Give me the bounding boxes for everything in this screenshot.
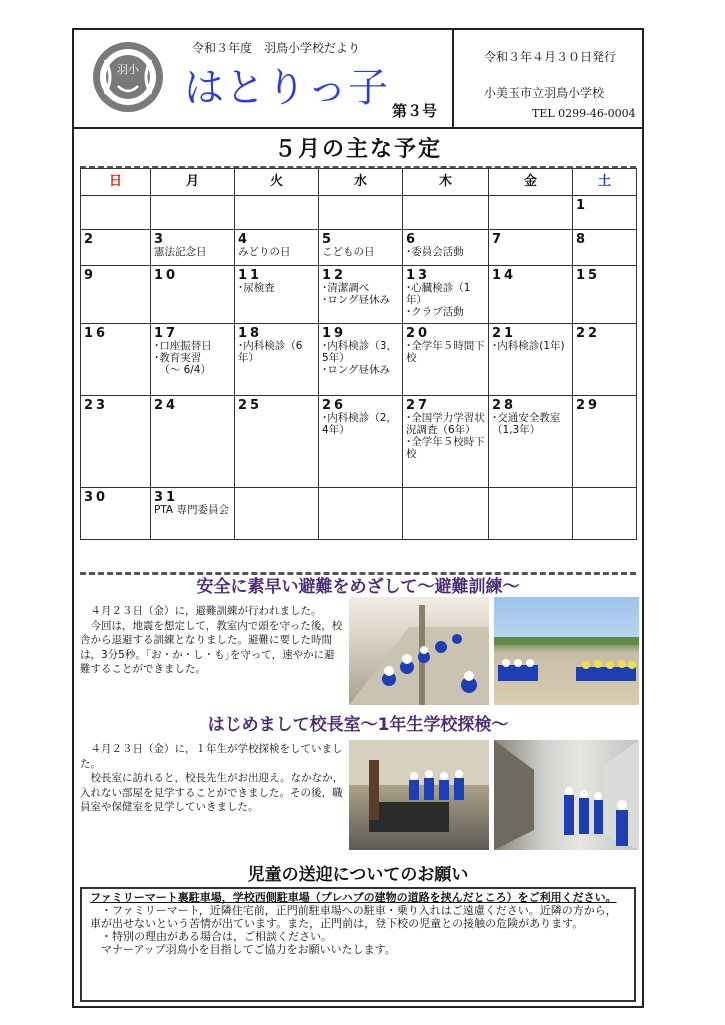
evacuation-schoolyard-photo — [494, 597, 639, 705]
day-number: 22 — [576, 326, 601, 341]
calendar-day-cell — [319, 230, 403, 266]
evacuation-drill-heading: 安全に素早い避難をめざして～避難訓練～ — [196, 577, 520, 597]
calendar-day-cell — [151, 324, 235, 396]
day-number: 6 — [406, 232, 419, 247]
may-calendar — [80, 168, 637, 540]
evacuation-drill-text: ４月２３日（金）に，避難訓練が行われました。 今回は，地震を想定して，教室内で頭を守った後，校舎から退避する訓練となりました。避難に要した時間は，3分5秒。｢お・か・し・も｣を守って，速やかに避難することができました。 — [80, 605, 343, 675]
calendar-week-row — [81, 266, 637, 324]
calendar-day-cell — [573, 488, 637, 540]
day-number: 23 — [84, 398, 109, 413]
calendar-day-cell — [319, 488, 403, 540]
weekday-friday: 金 — [489, 169, 573, 196]
no-parking-note: ・ファミリーマート，近隣住宅前，正門前駐車場への駐車・乗り入れはご遠慮ください。近隣の方から，車が出せないという苦情が出ています。また，正門前は，登下校の児童との接触の危険があります。 — [90, 904, 617, 930]
calendar-day-cell — [573, 266, 637, 324]
calendar-title: ５月の主な予定 — [273, 137, 442, 162]
calendar-day-cell — [403, 396, 489, 488]
calendar-day-cell — [489, 396, 573, 488]
day-event: こどもの日 — [322, 246, 375, 258]
pickup-request-heading: 児童の送迎についてのお願い — [247, 865, 469, 885]
day-number: 13 — [406, 268, 431, 283]
day-number: 20 — [406, 326, 431, 341]
calendar-day-cell — [235, 488, 319, 540]
calendar-day-cell — [403, 266, 489, 324]
calendar-day-cell — [81, 396, 151, 488]
school-name: 小美玉市立羽鳥小学校 — [484, 86, 605, 100]
calendar-day-cell — [151, 266, 235, 324]
day-number: 28 — [492, 398, 517, 413]
calendar-week-row — [81, 230, 637, 266]
day-number: 7 — [492, 232, 505, 247]
principal-office-photo — [349, 740, 489, 850]
calendar-week-row — [81, 196, 637, 230]
calendar-day-cell — [151, 196, 235, 230]
day-event: ･全国学力学習状況調査（6年） ･全学年５校時下校 — [406, 412, 485, 460]
evacuation-stairs-photo — [349, 597, 489, 705]
day-event: ･尿検査 — [238, 282, 275, 294]
calendar-day-cell — [489, 488, 573, 540]
day-number: 26 — [322, 398, 347, 413]
day-event: ･委員会活動 — [406, 246, 464, 258]
day-event: ･内科検診（6年） — [238, 340, 303, 364]
calendar-day-cell — [235, 230, 319, 266]
calendar-day-cell — [573, 230, 637, 266]
newsletter-title: はとりっ子 — [184, 65, 389, 111]
day-number: 25 — [238, 398, 263, 413]
day-event: 憲法記念日 — [154, 246, 207, 258]
parking-instructions: ファミリーマート裏駐車場，学校西側駐車場（プレハブの建物の道路を挟んだところ）をご利用ください。 — [90, 891, 617, 904]
calendar-day-cell — [573, 324, 637, 396]
calendar-day-cell — [151, 396, 235, 488]
day-number: 9 — [84, 268, 97, 283]
day-number: 1 — [576, 198, 589, 213]
calendar-day-cell — [151, 230, 235, 266]
calendar-day-cell — [573, 396, 637, 488]
day-number: 15 — [576, 268, 601, 283]
day-event: ･口座振替日 ･教育実習 （～ 6/4） — [154, 340, 212, 376]
day-number: 31 — [154, 490, 179, 505]
calendar-day-cell — [573, 196, 637, 230]
day-number: 3 — [154, 232, 167, 247]
weekday-saturday: 土 — [573, 169, 637, 196]
emblem-text: 羽小 — [117, 63, 139, 76]
day-event: ･交通安全教室 （1,3年） — [492, 412, 561, 436]
issue-number: 第３号 — [392, 102, 438, 120]
calendar-day-cell — [235, 324, 319, 396]
header-divider — [452, 30, 454, 127]
weekday-monday: 月 — [151, 169, 235, 196]
day-number: 2 — [84, 232, 97, 247]
hallway-tour-photo — [494, 740, 639, 850]
calendar-day-cell — [235, 196, 319, 230]
day-number: 27 — [406, 398, 431, 413]
day-number: 21 — [492, 326, 517, 341]
special-reasons-note: ・特別の理由がある場合は，ご相談ください。 — [90, 930, 332, 943]
calendar-day-cell — [81, 266, 151, 324]
pickup-notice-box — [80, 887, 636, 1002]
calendar-day-cell — [81, 324, 151, 396]
calendar-day-cell — [403, 324, 489, 396]
calendar-day-cell — [81, 488, 151, 540]
newsletter-page — [72, 28, 644, 1008]
weekday-thursday: 木 — [403, 169, 489, 196]
calendar-day-cell — [403, 230, 489, 266]
day-number: 30 — [84, 490, 109, 505]
day-number: 24 — [154, 398, 179, 413]
day-event: ･内科検診（3，5年） ･ロング昼休み — [322, 340, 397, 376]
day-number: 17 — [154, 326, 179, 341]
day-number: 16 — [84, 326, 109, 341]
publication-date: 令和３年４月３０日発行 — [484, 50, 617, 64]
newsletter-subtitle: 令和３年度 羽鳥小学校だより — [192, 41, 361, 55]
calendar-week-row — [81, 488, 637, 540]
calendar-day-cell — [235, 266, 319, 324]
calendar-day-cell — [81, 230, 151, 266]
day-number: 19 — [322, 326, 347, 341]
calendar-day-cell — [151, 488, 235, 540]
day-event: ･内科検診（2，4年） — [322, 412, 397, 436]
day-number: 14 — [492, 268, 517, 283]
day-event: ･内科検診(1年) — [492, 340, 565, 352]
cooperation-request: マナーアップ羽鳥小を目指してご協力をお願いいたします。 — [90, 943, 396, 956]
calendar-weekday-row — [81, 169, 637, 196]
day-event: ･心臓検診（1年） ･クラブ活動 — [406, 282, 471, 318]
day-number: 29 — [576, 398, 601, 413]
day-number: 12 — [322, 268, 347, 283]
weekday-sunday: 日 — [81, 169, 151, 196]
day-event: みどりの日 — [238, 246, 291, 258]
calendar-day-cell — [489, 324, 573, 396]
calendar-day-cell — [319, 266, 403, 324]
calendar-day-cell — [235, 396, 319, 488]
day-number: 11 — [238, 268, 263, 283]
calendar-day-cell — [489, 196, 573, 230]
day-number: 5 — [322, 232, 335, 247]
calendar-day-cell — [489, 230, 573, 266]
school-phone: TEL 0299-46-0004 — [532, 107, 636, 120]
weekday-tuesday: 火 — [235, 169, 319, 196]
day-event: ･全学年５時間下校 — [406, 340, 485, 364]
newsletter-header — [74, 30, 642, 129]
school-emblem-icon — [91, 40, 165, 114]
school-tour-heading: はじめまして校長室～1年生学校探検～ — [207, 715, 509, 735]
calendar-day-cell — [319, 324, 403, 396]
calendar-day-cell — [403, 196, 489, 230]
day-number: 4 — [238, 232, 251, 247]
calendar-day-cell — [319, 196, 403, 230]
calendar-week-row — [81, 396, 637, 488]
day-event: PTA 専門委員会 — [154, 504, 229, 516]
calendar-day-cell — [319, 396, 403, 488]
school-tour-text: ４月２３日（金）に，１年生が学校探検をしていました。 校長室に訪れると，校長先生がお出迎え。なかなか，入れない部屋を見学することができました。その後，職員室や保健室を見学していきました。 — [80, 743, 344, 813]
calendar-day-cell — [403, 488, 489, 540]
day-number: 10 — [154, 268, 179, 283]
day-event: ･清潔調べ ･ロング昼休み — [322, 282, 391, 306]
calendar-day-cell — [81, 196, 151, 230]
weekday-wednesday: 水 — [319, 169, 403, 196]
day-number: 18 — [238, 326, 263, 341]
day-number: 8 — [576, 232, 589, 247]
calendar-day-cell — [489, 266, 573, 324]
calendar-week-row — [81, 324, 637, 396]
